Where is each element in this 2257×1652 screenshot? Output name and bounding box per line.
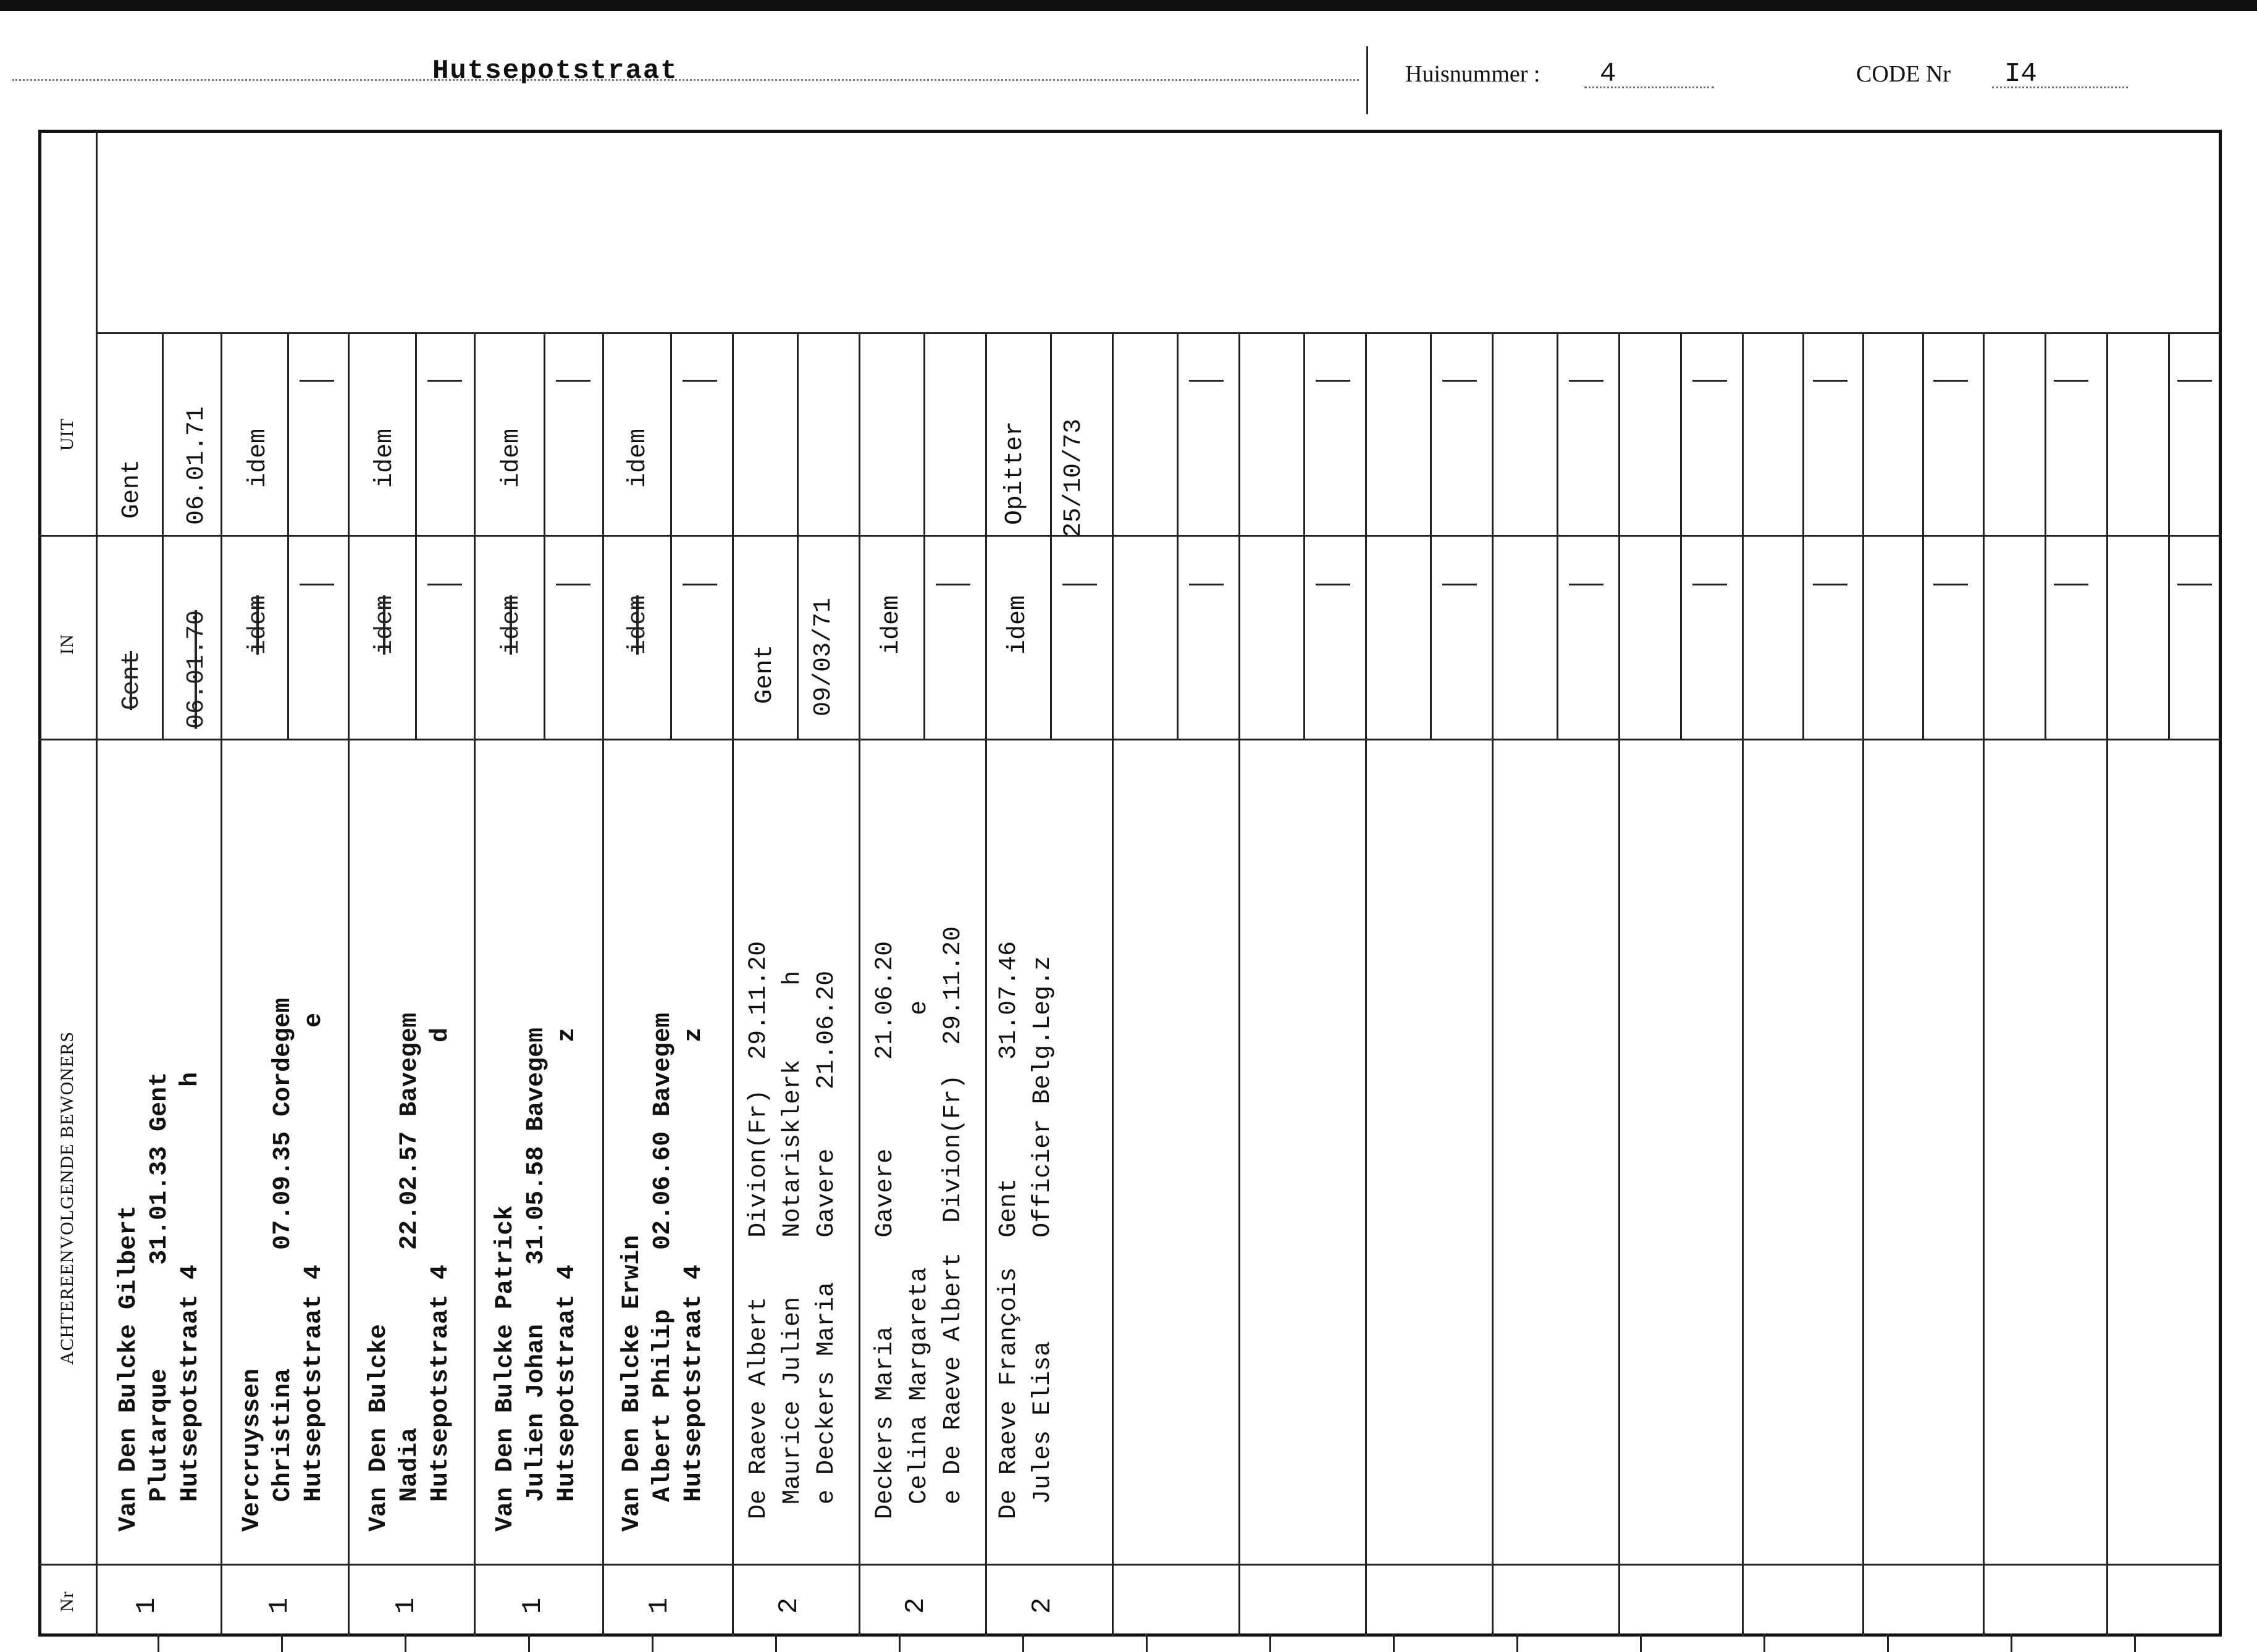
row-nr: 2 (774, 1597, 805, 1614)
in-header: IN (57, 634, 77, 655)
empty-dash (1692, 380, 1727, 382)
in-place: idem (245, 595, 272, 655)
empty-dash (300, 380, 334, 382)
row-divider-15 (1983, 332, 1985, 1637)
row-nr: 1 (132, 1597, 163, 1614)
in-date: 06.01.70 (183, 610, 211, 729)
bewoners-header: ACHTEREENVOLGENDE BEWONERS (57, 1031, 77, 1365)
uit-place: idem (624, 428, 652, 488)
bewoner-line-1: Van Den Bulcke Erwin (618, 1235, 646, 1532)
bewoner-line-2: Nadia 22.02.57 Bavegem (396, 1012, 424, 1532)
in-top-line (38, 535, 2222, 537)
empty-dash (2054, 584, 2088, 585)
empty-dash (1933, 380, 1968, 382)
bewoner-line-2: Celina Margareta e (906, 1000, 933, 1519)
row-divider-14 (1862, 332, 1864, 1637)
code-value: I4 (2004, 59, 2037, 90)
uit-place: Gent (118, 459, 146, 519)
sub-divider (1177, 332, 1179, 739)
empty-dash (1933, 584, 1968, 585)
row-divider-3 (474, 332, 476, 1637)
bewoner-line-3: e De Raeve Albert Divion(Fr) 29.11.20 (939, 926, 967, 1519)
empty-dash (683, 584, 717, 585)
ruler-tick (1146, 1633, 1148, 1652)
row-divider-12 (1618, 332, 1620, 1637)
bewoners-top-line (38, 739, 2222, 740)
bewoner-line-1: Van Den Bulcke Gilbert (115, 1205, 143, 1532)
row-nr: 1 (264, 1597, 296, 1614)
sub-divider (1922, 332, 1924, 739)
ruler-tick (528, 1633, 530, 1652)
sub-divider (923, 332, 925, 739)
sub-divider (162, 332, 164, 739)
row-nr: 1 (518, 1597, 549, 1614)
top-border (0, 0, 2257, 11)
empty-dash (1316, 380, 1350, 382)
row-divider-5 (732, 332, 734, 1637)
street-dotted-line (12, 79, 1359, 81)
empty-dash (1813, 380, 1847, 382)
sub-divider (1303, 332, 1305, 739)
bewoner-line-1: Vercruyssen (238, 1368, 266, 1532)
in-place: idem (624, 595, 652, 655)
code-dotted-line (1992, 86, 2128, 88)
empty-dash (1316, 584, 1350, 585)
label-column-divider (96, 130, 98, 1637)
empty-dash (1062, 584, 1097, 585)
sub-divider (1050, 332, 1052, 739)
bewoner-line-1: Van Den Bulcke (365, 1323, 393, 1532)
ruler-tick (1393, 1633, 1395, 1652)
uit-place: idem (245, 428, 272, 488)
row-nr: 2 (901, 1597, 932, 1614)
row-divider-4 (602, 332, 604, 1637)
in-place: idem (1004, 595, 1032, 655)
bewoner-line-2: Plutarque 31.01.33 Gent (146, 1071, 174, 1532)
bewoner-line-3: Hutsepotstraat 4 z (553, 1027, 581, 1532)
ruler-tick (652, 1633, 654, 1652)
ruler-tick (2011, 1633, 2012, 1652)
bewoner-line-2: Christina 07.09.35 Cordegem (269, 997, 297, 1532)
ruler-tick (281, 1633, 283, 1652)
row-nr: 1 (644, 1597, 676, 1614)
sub-divider (670, 332, 672, 739)
huisnummer-label: Huisnummer : (1405, 61, 1540, 87)
sub-divider (1430, 332, 1432, 739)
ruler-tick (1763, 1633, 1765, 1652)
in-place: Gent (118, 650, 146, 710)
empty-dash (1569, 584, 1603, 585)
empty-dash (1189, 584, 1224, 585)
bewoner-line-2: Julien Johan 31.05.58 Bavegem (523, 1027, 550, 1532)
sub-divider (2045, 332, 2046, 739)
uit-place: idem (371, 428, 399, 488)
empty-dash (427, 380, 462, 382)
empty-dash (2177, 380, 2212, 382)
bewoner-line-1: Van Den Bulcke Patrick (492, 1205, 519, 1532)
empty-dash (1442, 380, 1477, 382)
empty-dash (1692, 584, 1727, 585)
empty-dash (1189, 380, 1224, 382)
ruler-tick (158, 1633, 159, 1652)
street-name: Hutsepotstraat (432, 56, 678, 86)
sub-divider (1680, 332, 1682, 739)
sub-divider (287, 332, 289, 739)
bewoner-line-3: Hutsepotstraat 4 e (300, 1012, 328, 1532)
sub-divider (2168, 332, 2170, 739)
row-divider-6 (859, 332, 860, 1637)
sub-divider (415, 332, 417, 739)
row-divider-10 (1365, 332, 1367, 1637)
row-divider-9 (1238, 332, 1240, 1637)
row-nr: 2 (1027, 1597, 1059, 1614)
bewoner-line-1: Deckers Maria Gavere 21.06.20 (872, 941, 899, 1519)
ruler-tick (1887, 1633, 1889, 1652)
in-date: 09/03/71 (810, 597, 838, 716)
ruler-tick (1640, 1633, 1642, 1652)
in-place: idem (371, 595, 399, 655)
bewoner-line-1: De Raeve François Gent 31.07.46 (995, 941, 1023, 1519)
empty-dash (683, 380, 717, 382)
row-divider-2 (348, 332, 350, 1637)
ruler-tick (899, 1633, 901, 1652)
nr-header: Nr (57, 1591, 77, 1612)
row-divider-7 (985, 332, 987, 1637)
empty-dash (936, 584, 970, 585)
bewoner-line-2: Albert Philip 02.06.60 Bavegem (649, 1012, 677, 1532)
empty-dash (1569, 380, 1603, 382)
in-place: idem (498, 595, 526, 655)
empty-dash (556, 380, 591, 382)
row-divider-1 (221, 332, 222, 1637)
ruler-tick (2134, 1633, 2136, 1652)
in-place: Gent (751, 644, 779, 704)
sub-divider (1557, 332, 1558, 739)
uit-header: UIT (57, 418, 77, 451)
bewoner-line-2: Jules Elisa Officier Belg.Leg.z (1029, 955, 1057, 1519)
huisnummer-dotted-line (1584, 86, 1714, 88)
row-nr: 1 (391, 1597, 422, 1614)
ruler-tick (1516, 1633, 1518, 1652)
row-divider-16 (2106, 332, 2108, 1637)
header-divider (1366, 46, 1368, 114)
row-divider-11 (1492, 332, 1494, 1637)
ruler-tick (405, 1633, 406, 1652)
sub-divider (544, 332, 545, 739)
code-label: CODE Nr (1856, 61, 1951, 87)
ruler-tick (1022, 1633, 1024, 1652)
empty-dash (1442, 584, 1477, 585)
uit-place: idem (498, 428, 526, 488)
uit-date: 25/10/73 (1060, 418, 1088, 537)
bewoner-line-3: Hutsepotstraat 4 h (177, 1071, 204, 1532)
sub-divider (1802, 332, 1804, 739)
bewoner-line-2: Maurice Julien Notarisklerk h (779, 970, 807, 1519)
bewoner-line-3: e Deckers Maria Gavere 21.06.20 (813, 970, 841, 1519)
uit-date: 06.01.71 (183, 406, 211, 525)
huisnummer-value: 4 (1600, 59, 1616, 90)
uit-place: Opitter (1001, 421, 1029, 525)
ruler-tick (1269, 1633, 1271, 1652)
bewoner-line-3: Hutsepotstraat 4 d (427, 1027, 455, 1532)
bewoner-line-3: Hutsepotstraat 4 z (680, 1027, 708, 1532)
bewoner-line-1: De Raeve Albert Divion(Fr) 29.11.20 (745, 941, 773, 1519)
empty-dash (1813, 584, 1847, 585)
empty-dash (556, 584, 591, 585)
empty-dash (2054, 380, 2088, 382)
nr-top-line (38, 1564, 2222, 1566)
row-divider-8 (1112, 332, 1114, 1637)
in-place: idem (878, 595, 906, 655)
empty-dash (2177, 584, 2212, 585)
sub-divider (797, 332, 799, 739)
ruler-tick (775, 1633, 777, 1652)
row-divider-13 (1742, 332, 1744, 1637)
empty-dash (300, 584, 334, 585)
empty-dash (427, 584, 462, 585)
